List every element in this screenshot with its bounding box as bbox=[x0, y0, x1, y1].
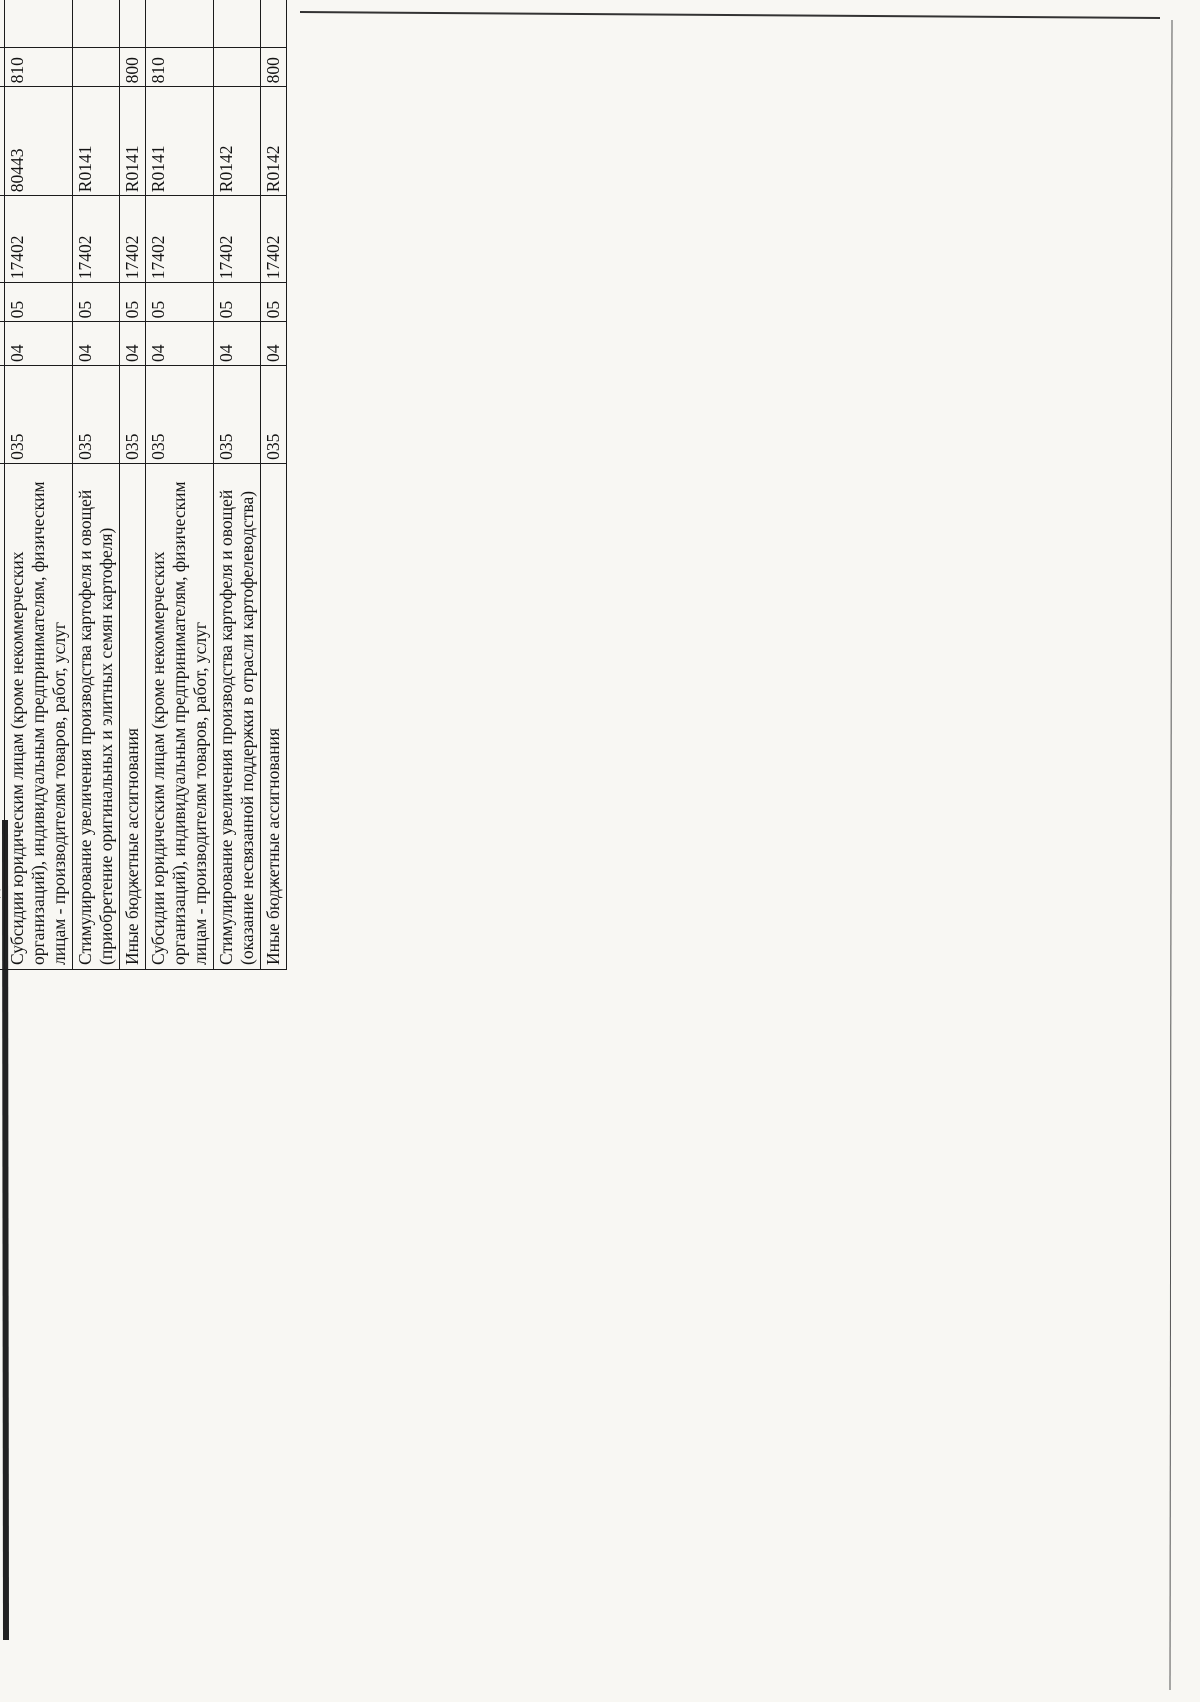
cell-c7 bbox=[261, 0, 287, 48]
cell-c6: 800 bbox=[261, 48, 287, 87]
cell-c6 bbox=[214, 48, 261, 87]
cell-c4: 05 bbox=[261, 283, 287, 322]
budget-table bbox=[0, 0, 287, 970]
row-label: Стимулирование увеличения производства картофеля и овощей (приобретение оригинальных и элитных семян картофеля) bbox=[73, 463, 120, 969]
cell-c6: 810 bbox=[5, 48, 73, 87]
table-row bbox=[120, 0, 146, 970]
cell-c3: 04 bbox=[73, 322, 120, 366]
table-row bbox=[214, 0, 261, 970]
rotated-table-area bbox=[0, 0, 283, 1100]
table-body bbox=[0, 0, 287, 970]
table-row bbox=[73, 0, 120, 970]
cell-c2: 035 bbox=[120, 365, 146, 463]
cell-c5a: 17402 bbox=[120, 196, 146, 283]
cell-c2: 035 bbox=[73, 365, 120, 463]
cell-c3: 04 bbox=[120, 322, 146, 366]
cell-c5b: R0141 bbox=[120, 87, 146, 196]
cell-c5a: 17402 bbox=[73, 196, 120, 283]
cell-c5b: R0141 bbox=[146, 87, 214, 196]
cell-c3: 04 bbox=[5, 322, 73, 366]
row-label: Стимулирование увеличения производства картофеля и овощей (оказание несвязанной поддержки в отрасли картофелеводства) bbox=[214, 463, 261, 969]
cell-c6: 800 bbox=[120, 48, 146, 87]
cell-c5b: R0142 bbox=[214, 87, 261, 196]
table-row bbox=[261, 0, 287, 970]
cell-c3: 04 bbox=[214, 322, 261, 366]
row-label: Субсидии юридическим лицам (кроме некоммерческих организаций), индивидуальным предпринимателям, физическим лицам - производителям товаров, работ, услуг bbox=[5, 463, 73, 969]
cell-c2: 035 bbox=[214, 365, 261, 463]
row-label: Иные бюджетные ассигнования bbox=[120, 463, 146, 969]
cell-c7 bbox=[73, 0, 120, 48]
cell-c2: 035 bbox=[261, 365, 287, 463]
cell-c5b: 80443 bbox=[5, 87, 73, 196]
row-label: Субсидии юридическим лицам (кроме некоммерческих организаций), индивидуальным предпринимателям, физическим лицам - производителям товаров, работ, услуг bbox=[146, 463, 214, 969]
cell-c3: 04 bbox=[261, 322, 287, 366]
row-label: Иные бюджетные ассигнования bbox=[261, 463, 287, 969]
cell-c7 bbox=[5, 0, 73, 48]
cell-c5b: R0142 bbox=[261, 87, 287, 196]
table-row bbox=[146, 0, 214, 970]
cell-c2: 035 bbox=[5, 365, 73, 463]
cell-c4: 05 bbox=[120, 283, 146, 322]
cell-c7 bbox=[214, 0, 261, 48]
cell-c5a: 17402 bbox=[261, 196, 287, 283]
table-row bbox=[5, 0, 73, 970]
cell-c4: 05 bbox=[73, 283, 120, 322]
cell-c5b: R0141 bbox=[73, 87, 120, 196]
cell-c5a: 17402 bbox=[146, 196, 214, 283]
cell-c2: 035 bbox=[146, 365, 214, 463]
cell-c4: 05 bbox=[5, 283, 73, 322]
cell-c5a: 17402 bbox=[5, 196, 73, 283]
cell-c4: 05 bbox=[146, 283, 214, 322]
cell-c6: 810 bbox=[146, 48, 214, 87]
cell-c3: 04 bbox=[146, 322, 214, 366]
cell-c7 bbox=[146, 0, 214, 48]
cell-c6 bbox=[73, 48, 120, 87]
cell-c4: 05 bbox=[214, 283, 261, 322]
cell-c5a: 17402 bbox=[214, 196, 261, 283]
cell-c7 bbox=[120, 0, 146, 48]
